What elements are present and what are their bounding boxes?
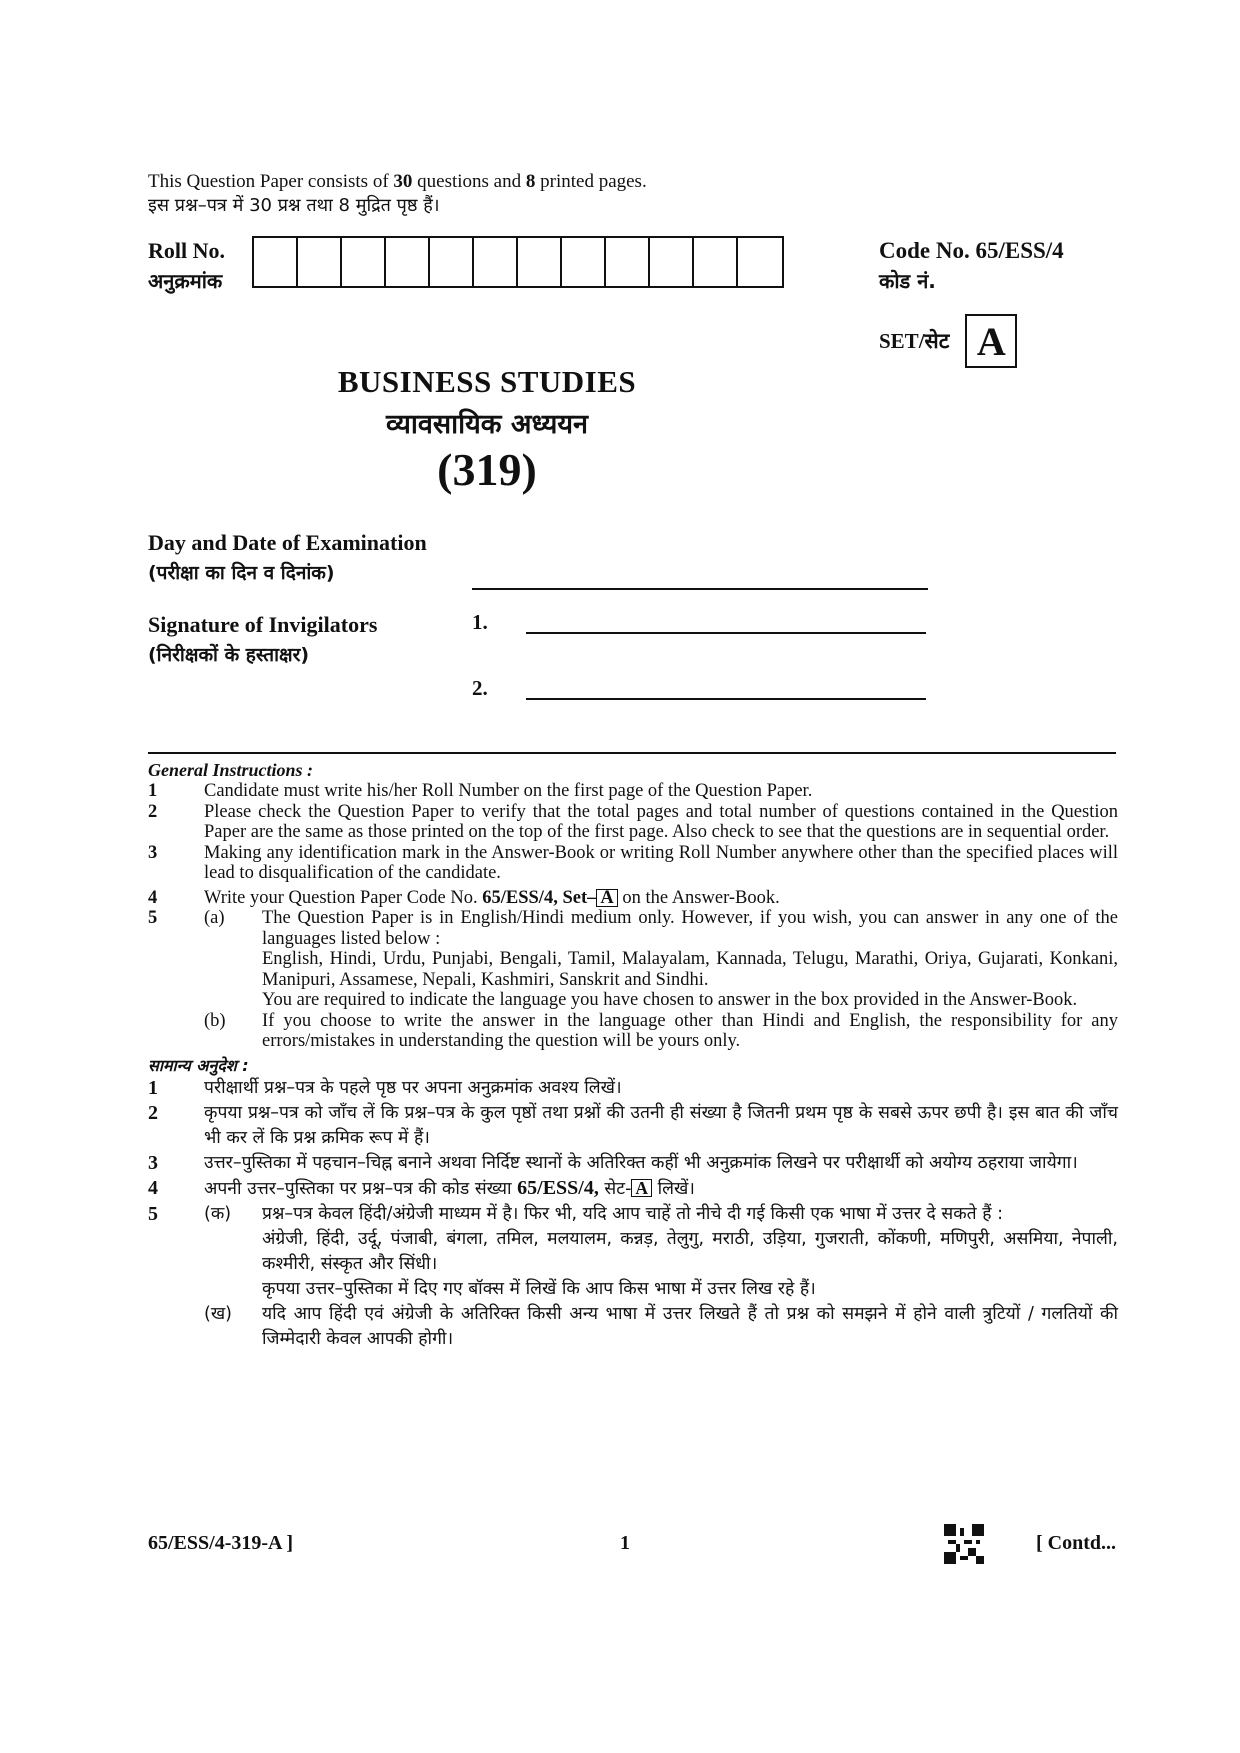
roll-digit-box[interactable] [474,238,518,286]
roll-digit-box[interactable] [342,238,386,286]
question-paper-page [148,170,1118,1352]
code-number: Code No. 65/ESS/4 कोड नं. [879,238,1064,293]
instruction-item: 3 Making any identification mark in the Answer-Book or writing Roll Number anywhere other than the specified places will lead to disqualification of the candidate. [148,842,1118,883]
general-instructions-en [148,781,1118,1052]
set-inline-box: A [631,1179,652,1197]
roll-number-label: Roll No. अनुक्रमांक [148,238,225,293]
section-divider [148,752,1116,754]
general-instructions-hi [148,1076,1118,1352]
roll-digit-box[interactable] [606,238,650,286]
roll-digit-box[interactable] [254,238,298,286]
footer-paper-code: 65/ESS/4-319-A ] [148,1532,294,1554]
roll-digit-box[interactable] [518,238,562,286]
instruction-item: 2 Please check the Question Paper to verify that the total pages and total number of questions contained in the Question Paper are the same as those printed on the top of the first page. Also check to see that the questions are in sequential order. [148,801,1118,842]
invigilator-1-line[interactable] [526,632,926,634]
page-footer [148,1524,1116,1564]
roll-digit-box[interactable] [430,238,474,286]
continued-label: [ Contd... [1035,1532,1116,1554]
instruction-item: 1 Candidate must write his/her Roll Number on the first page of the Question Paper. [148,781,813,801]
exam-date-field: Day and Date of Examination (परीक्षा का दिन व दिनांक) [148,528,1118,608]
general-instructions-hi-heading: सामान्य अनुदेश : [148,1055,249,1075]
roll-digit-box[interactable] [694,238,738,286]
roll-number-boxes[interactable] [252,236,784,288]
instruction-item-hi: 4 अपनी उत्तर–पुस्तिका पर प्रश्न–पत्र की कोड संख्या 65/ESS/4, सेट- A लिखें। [148,1176,695,1199]
set-value-box: A [965,314,1017,368]
instruction-item-hi: 2 कृपया प्रश्न–पत्र को जाँच लें कि प्रश्न–पत्र के कुल पृष्ठों तथा प्रश्नों की उतनी ही संख्या है जितनी प्रथम पृष्ठ के सबसे ऊपर छपी है। इस बात की जाँच भी कर लें कि प्रश्न क्रमिक रूप में हैं। [148,1101,1118,1148]
invigilator-2-line[interactable] [526,698,926,700]
roll-digit-box[interactable] [298,238,342,286]
header-line-en: This Question Paper consists of 30 questions and 8 printed pages. [148,171,647,192]
roll-digit-box[interactable] [738,238,782,286]
roll-digit-box[interactable] [562,238,606,286]
exam-date-line[interactable] [472,588,928,590]
roll-digit-box[interactable] [386,238,430,286]
roll-digit-box[interactable] [650,238,694,286]
set-inline-box: A [596,889,617,907]
instruction-item: 4 Write your Question Paper Code No. 65/ESS/4, Set– A on the Answer-Book. [148,887,780,908]
instruction-item-hi: 1 परीक्षार्थी प्रश्न–पत्र के पहले पृष्ठ पर अपना अनुक्रमांक अवश्य लिखें। [148,1076,622,1099]
invigilator-signature-field: Signature of Invigilators (निरीक्षकों के हस्ताक्षर) 1. 2. [148,610,1118,740]
set-indicator: SET/सेट A [879,314,1017,368]
general-instructions-heading: General Instructions : [148,760,314,780]
header-line-hi: इस प्रश्न–पत्र में 30 प्रश्न तथा 8 मुद्रित पृष्ठ हैं। [148,195,440,216]
instruction-item-hi: 5 (क) प्रश्न–पत्र केवल हिंदी/अंग्रेजी माध्यम में है। फिर भी, यदि आप चाहें तो नीचे दी गई किसी एक भाषा में उत्तर दे सकते हैं : अंग्रेजी, हिंदी, उर्दू, पंजाबी, बंगला, तमिल, मलयालम, कन्नड़, तेलुगु, मराठी, उड़िया, गुजराती, कोंकणी, मणिपुरी, असमिया, नेपाली, कश्मीरी, संस्कृत और सिंधी। कृपया उत्तर–पुस्तिका में दिए गए बॉक्स में लिखें कि आप किस भाषा में उत्तर लिख रहे हैं। (ख) यदि आप हिंदी एवं अंग्रेजी के अतिरिक्त किसी अन्य भाषा में उत्तर लिखते हैं तो प्रश्न को समझने में होने वाली त्रुटियों / गलतियों की जिम्मेदारी केवल आपकी होगी। [148,1202,1118,1349]
roll-code-row [148,236,1118,376]
qr-code-icon [944,1524,984,1564]
instruction-item: 5 (a) The Question Paper is in English/Hindi medium only. However, if you wish, you can answer in any one of the languages listed below : English, Hindi, Urdu, Punjabi, Bengali, Tamil, Malayalam, Kannada, Telugu, Marathi, Oriya, Gujarati, Konkani, Manipuri, Assamese, Nepali, Kashmiri, Sanskrit and Sindhi. You are required to indicate the language you have chosen to answer in the box provided in the Answer-Book. (b) If you choose to write the answer in the language other than Hindi and English, the responsibility for any errors/mistakes in understanding the question will be yours only. [148,908,1118,1051]
instruction-item-hi: 3 उत्तर–पुस्तिका में पहचान–चिह्न बनाने अथवा निर्दिष्ट स्थानों के अतिरिक्त कहीं भी अनुक्रमांक लिखने पर परीक्षार्थी को अयोग्य ठहराया जायेगा। [148,1151,1078,1174]
page-number: 1 [620,1532,630,1554]
subject-title: BUSINESS STUDIES व्यावसायिक अध्ययन (319) [337,364,637,495]
